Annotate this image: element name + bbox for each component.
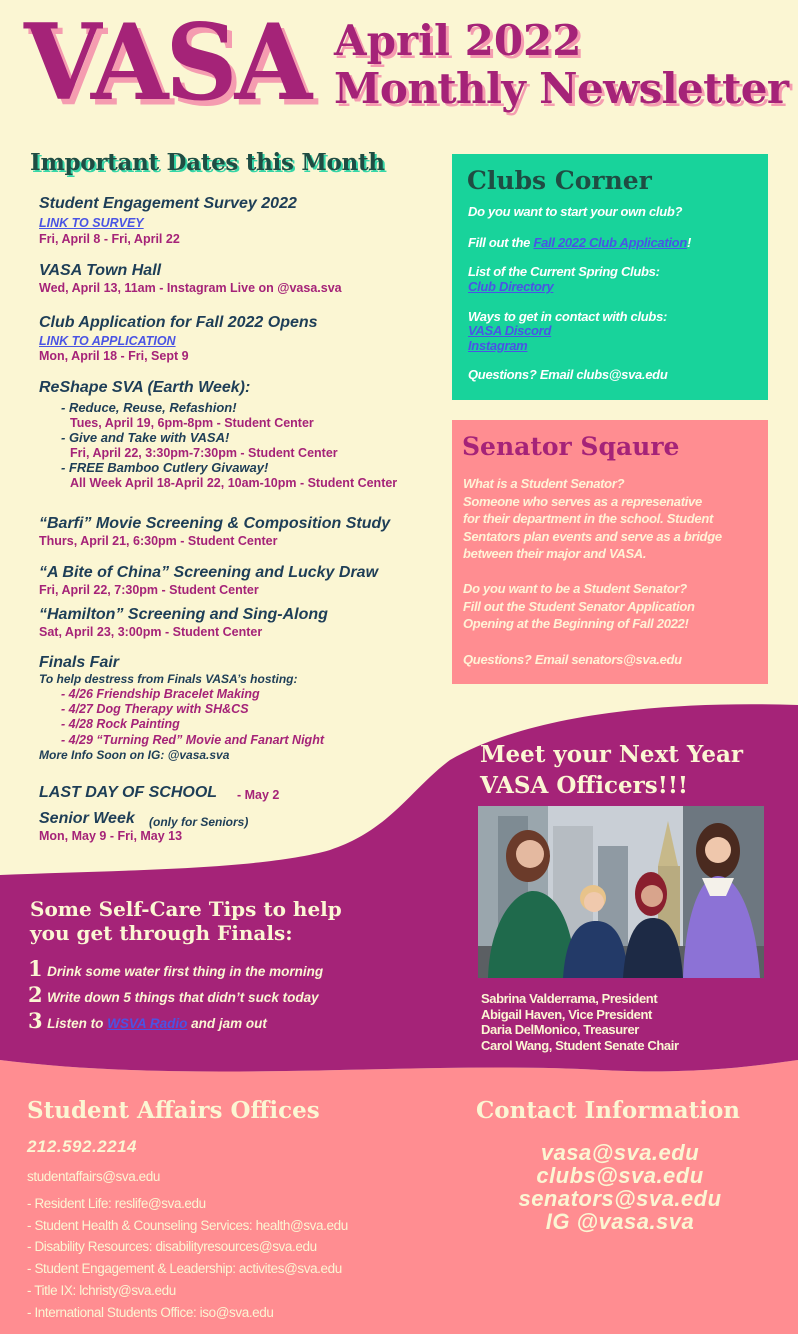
office-item: - International Students Office: iso@sva.edu [27, 1305, 274, 1320]
officer-name: Carol Wang, Student Senate Chair [481, 1037, 679, 1053]
finals-fair-item-1: - 4/26 Friendship Bracelet Making [61, 687, 260, 701]
contact-line[interactable]: clubs@sva.edu [536, 1163, 704, 1188]
china-date: Fri, April 22, 7:30pm - Student Center [39, 583, 259, 597]
selfcare-tip-1 [28, 956, 323, 981]
vasa-logo: VASA [24, 0, 310, 125]
contact-line[interactable]: vasa@sva.edu [540, 1140, 700, 1165]
finals-fair-intro: To help destress from Finals VASA’s hosting: [39, 672, 298, 686]
china-title: “A Bite of China” Screening and Lucky Draw [39, 564, 379, 581]
office-item: - Resident Life: reslife@sva.edu [27, 1196, 206, 1211]
hamilton-date: Sat, April 23, 3:00pm - Student Center [39, 625, 263, 639]
reshape-item-2: - Give and Take with VASA! [61, 430, 230, 445]
reshape-title: ReShape SVA (Earth Week): [39, 379, 251, 396]
hamilton-title: “Hamilton” Screening and Sing-Along [39, 606, 328, 623]
officers-photo [478, 806, 764, 978]
student-affairs-email[interactable]: studentaffairs@sva.edu [27, 1169, 160, 1184]
tip-text-before: Listen to [47, 1016, 108, 1031]
survey-date: Fri, April 8 - Fri, April 22 [39, 232, 180, 246]
selfcare-heading-line1: Some Self-Care Tips to help [30, 897, 342, 921]
senator-line: between their major and VASA. [463, 546, 647, 561]
survey-title: Student Engagement Survey 2022 [39, 195, 297, 212]
tip-text-after: and jam out [187, 1016, 267, 1031]
senator-line: for their department in the school. Student [463, 511, 714, 526]
officers-heading-line1: Meet your Next Year [480, 741, 743, 768]
clubs-fill-suffix: ! [686, 235, 691, 250]
selfcare-tip-3 [28, 1008, 267, 1033]
survey-link[interactable]: LINK TO SURVEY [39, 216, 144, 230]
contact-info-heading: Contact Information [476, 1097, 741, 1124]
clubs-fill-prefix: Fill out the [468, 235, 534, 250]
barfi-date: Thurs, April 21, 6:30pm - Student Center [39, 534, 278, 548]
clubs-questions: Questions? Email clubs@sva.edu [468, 367, 668, 382]
senator-description [463, 475, 722, 563]
officer-name: Daria DelMonico, Treasurer [481, 1022, 639, 1037]
townhall-title: VASA Town Hall [39, 262, 162, 279]
student-affairs-phone: 212.592.2214 [27, 1137, 137, 1156]
contact-line[interactable]: senators@sva.edu [518, 1186, 722, 1211]
important-dates-heading: Important Dates this Month [30, 149, 385, 176]
clubs-question: Do you want to start your own club? [468, 204, 683, 219]
officers-heading [480, 739, 743, 801]
club-directory-link[interactable]: Club Directory [468, 279, 554, 294]
senator-line: Sentators plan events and serve as a bridge [463, 528, 722, 544]
finals-fair-more: More Info Soon on IG: @vasa.sva [39, 748, 230, 762]
instagram-link[interactable]: Instagram [468, 338, 528, 353]
senior-week-date: Mon, May 9 - Fri, May 13 [39, 829, 183, 843]
selfcare-heading-line2: you get through Finals: [30, 921, 293, 945]
clubs-fill-line [468, 234, 691, 252]
officer-name: Abigail Haven, Vice President [481, 1006, 652, 1022]
officers-heading-line2: VASA Officers!!! [480, 772, 689, 799]
selfcare-tip-2 [28, 982, 319, 1007]
senator-square-heading: Senator Sqaure [462, 432, 680, 461]
finals-fair-item-2: - 4/27 Dog Therapy with SH&CS [61, 702, 249, 716]
reshape-item-3: - FREE Bamboo Cutlery Givaway! [61, 460, 269, 475]
tip-number: 2 [28, 982, 43, 1007]
tip-text [47, 1016, 267, 1031]
officers-names [481, 991, 679, 1053]
tip-text: Write down 5 things that didn’t suck today [47, 990, 319, 1005]
last-day-date: - May 2 [237, 788, 280, 802]
last-day-title: LAST DAY OF SCHOOL [39, 784, 218, 801]
newsletter-title-line1: April 2022 [334, 16, 582, 65]
senator-line: What is a Student Senator? [463, 476, 625, 491]
contact-line[interactable]: IG @vasa.sva [545, 1209, 695, 1234]
office-item: - Disability Resources: disabilityresources@sva.edu [27, 1239, 317, 1254]
wsva-radio-link[interactable]: WSVA Radio [107, 1016, 188, 1031]
clubs-list-label: List of the Current Spring Clubs: [468, 264, 660, 279]
officers-photo-illustration [478, 806, 764, 978]
club-app-title: Club Application for Fall 2022 Opens [39, 314, 318, 331]
newsletter-title-line2: Monthly Newsletter [334, 64, 789, 113]
reshape-item-1: - Reduce, Reuse, Refashion! [61, 400, 237, 415]
barfi-title: “Barfi” Movie Screening & Composition Study [39, 515, 391, 532]
finals-fair-title: Finals Fair [39, 654, 120, 671]
reshape-item-2-date: Fri, April 22, 3:30pm-7:30pm - Student Center [70, 446, 338, 460]
senator-apply-line: Opening at the Beginning of Fall 2022! [463, 616, 689, 631]
senator-line: Someone who serves as a represenative [463, 493, 702, 509]
senior-week-title: Senior Week [39, 810, 135, 827]
tip-text: Drink some water first thing in the morning [47, 964, 324, 979]
club-application-link[interactable]: Fall 2022 Club Application [533, 235, 687, 250]
finals-fair-item-3: - 4/28 Rock Painting [61, 717, 180, 731]
tip-number: 3 [28, 1008, 43, 1033]
clubs-corner-heading: Clubs Corner [467, 166, 652, 195]
selfcare-heading [30, 897, 342, 945]
reshape-item-3-date: All Week April 18-April 22, 10am-10pm - Student Center [70, 476, 398, 490]
senator-apply [463, 580, 695, 633]
clubs-contact-label: Ways to get in contact with clubs: [468, 309, 668, 324]
senator-apply-line: Fill out the Student Senator Application [463, 598, 695, 614]
student-affairs-heading: Student Affairs Offices [27, 1097, 320, 1124]
vasa-discord-link[interactable]: VASA Discord [468, 323, 552, 338]
reshape-item-1-date: Tues, April 19, 6pm-8pm - Student Center [70, 416, 314, 430]
club-app-link[interactable]: LINK TO APPLICATION [39, 334, 176, 348]
club-app-date: Mon, April 18 - Fri, Sept 9 [39, 349, 189, 363]
senator-questions: Questions? Email senators@sva.edu [463, 652, 682, 667]
office-item: - Student Engagement & Leadership: activites@sva.edu [27, 1261, 342, 1276]
senator-square-box [452, 420, 768, 684]
clubs-corner-box [452, 154, 768, 400]
office-item: - Title IX: lchristy@sva.edu [27, 1283, 176, 1298]
officer-name: Sabrina Valderrama, President [481, 991, 658, 1006]
office-item: - Student Health & Counseling Services: health@sva.edu [27, 1218, 348, 1233]
finals-fair-item-4: - 4/29 “Turning Red” Movie and Fanart Night [61, 733, 324, 747]
senator-apply-line: Do you want to be a Student Senator? [463, 581, 687, 596]
senior-week-note: (only for Seniors) [149, 815, 249, 829]
townhall-date: Wed, April 13, 11am - Instagram Live on @vasa.sva [39, 281, 342, 295]
tip-number: 1 [28, 956, 43, 981]
